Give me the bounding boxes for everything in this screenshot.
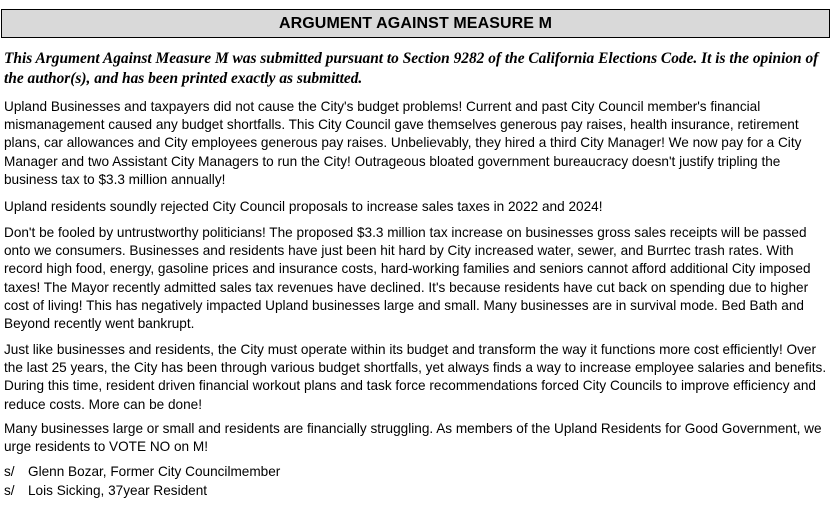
- paragraph-business-taxpayers: Upland Businesses and taxpayers did not cause the City's budget problems! Current and past City Council member's financial mismanagement caused any budget shortfalls. This City Council gave themselves generous pay raises, health insurance, retirement plans, car allowances and City employees generous pay raises. Unbelievably, they hired a third City Manager! We now pay for a City Manager and two Assistant City Managers to run the City! Outrageous bloated government bureaucracy doesn't justify tripling the business tax to $3.3 million annually!: [4, 99, 802, 187]
- signature-prefix: s/: [4, 464, 15, 479]
- paragraph-city-budget: Just like businesses and residents, the City must operate within its budget and transform the way it functions more cost efficiently! Over the last 25 years, the City has been through various budget shortfalls, yet always finds a way to increase employee salaries and benefits. During this time, resident driven financial workout plans and task force recommendations forced City Councils to improve efficiency and reduce costs. More can be done!: [4, 342, 827, 412]
- signature-line: [4, 482, 207, 500]
- paragraph-sales-tax-rejected: Upland residents soundly rejected City Council proposals to increase sales taxes in 2022 and 2024!: [4, 199, 603, 214]
- signature-line: [4, 463, 280, 481]
- intro-statement: This Argument Against Measure M was submitted pursuant to Section 9282 of the California Elections Code. It is the opinion of the author(s), and has been printed exactly as submitted.: [4, 50, 819, 87]
- signature-name: Glenn Bozar, Former City Councilmember: [28, 464, 281, 479]
- paragraph-untrustworthy-politicians: Don't be fooled by untrustworthy politicians! The proposed $3.3 million tax increase on businesses gross sales receipts will be passed onto we consumers. Businesses and residents have just been hit hard by City increased water, sewer, and Burrtec trash rates. With record high food, energy, gasoline prices and insurance costs, hard-working families and seniors cannot afford additional City imposed taxes! The Mayor recently admitted sales tax revenues have declined. It's because residents have cut back on spending due to higher cost of living! This has negatively impacted Upland businesses large and small. Many businesses are in survival mode. Bed Bath and Beyond recently went bankrupt.: [4, 225, 811, 332]
- header-bar: [1, 9, 830, 38]
- page-title: ARGUMENT AGAINST MEASURE M: [278, 14, 553, 32]
- signature-prefix: s/: [4, 483, 15, 498]
- signature-name: Lois Sicking, 37year Resident: [28, 483, 208, 498]
- paragraph-vote-no: Many businesses large or small and residents are financially struggling. As members of the Upland Residents for Good Government, we urge residents to VOTE NO on M!: [4, 421, 822, 455]
